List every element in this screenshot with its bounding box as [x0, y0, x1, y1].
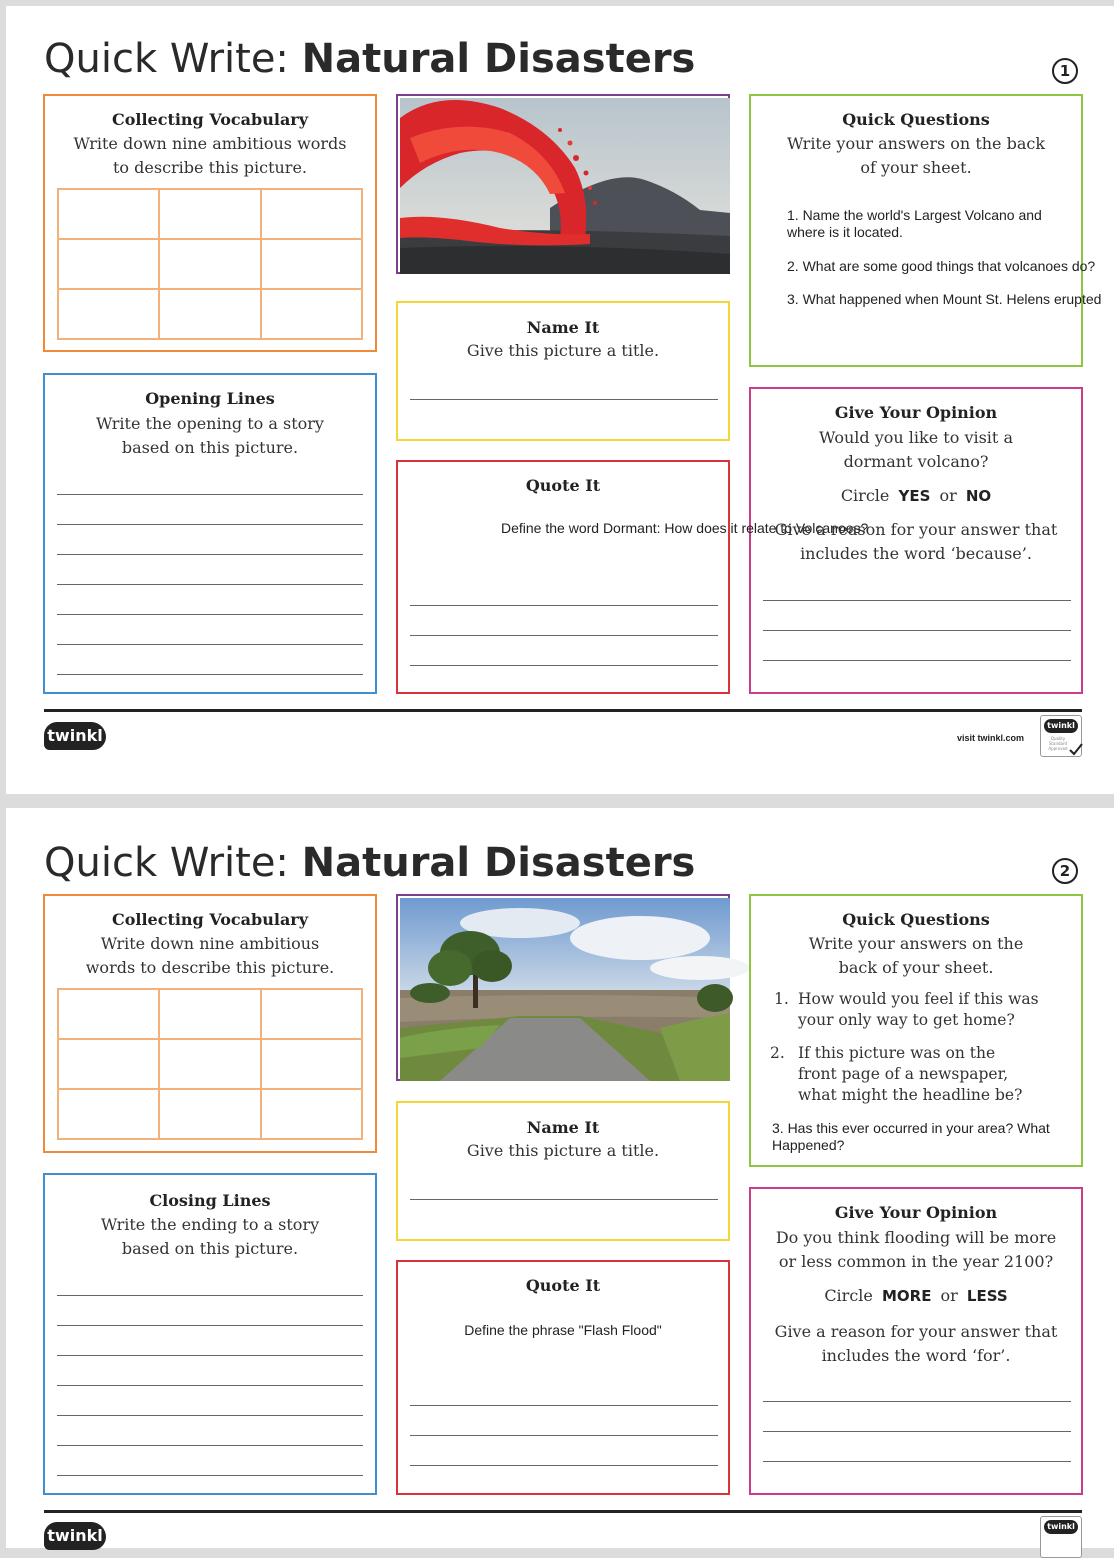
writing-line[interactable]	[410, 1405, 718, 1406]
title-topic: Natural Disasters	[301, 840, 696, 886]
writing-line[interactable]	[763, 1431, 1071, 1432]
vocab-cell[interactable]	[261, 1089, 362, 1139]
question-1-number: 1.	[774, 990, 789, 1008]
writing-line[interactable]	[410, 1435, 718, 1436]
worksheet-page-2	[6, 808, 1114, 1548]
name-it-heading: Name It	[526, 1118, 600, 1137]
title-topic: Natural Disasters	[301, 36, 696, 82]
quick-questions-instruction: Write your answers on the back of your sheet.	[808, 934, 1024, 977]
writing-line[interactable]	[57, 1385, 363, 1386]
vocabulary-heading: Collecting Vocabulary	[111, 910, 309, 929]
writing-line[interactable]	[57, 524, 363, 525]
writing-line[interactable]	[57, 1445, 363, 1446]
page-number-badge: 1	[1052, 58, 1078, 84]
vocab-cell[interactable]	[261, 989, 362, 1039]
vocabulary-instruction: Write down nine ambitious words to describe this picture.	[73, 134, 347, 177]
quality-badge	[1040, 1516, 1082, 1558]
quote-it-box	[396, 460, 730, 694]
opinion-heading: Give Your Opinion	[834, 403, 998, 422]
vocabulary-heading: Collecting Vocabulary	[111, 110, 309, 129]
writing-line[interactable]	[410, 1199, 718, 1200]
badge-logo: twinkl	[1044, 719, 1078, 733]
writing-line[interactable]	[57, 1325, 363, 1326]
circle-label: Circle	[824, 1286, 873, 1305]
writing-line[interactable]	[410, 399, 718, 400]
question-2	[770, 1043, 1060, 1113]
writing-line[interactable]	[57, 1415, 363, 1416]
writing-line[interactable]	[57, 614, 363, 615]
question-1-text: How would you feel if this was your only way to get home?	[798, 990, 1039, 1029]
checkmark-icon	[1069, 742, 1083, 756]
vocabulary-instruction: Write down nine ambitious words to describe this picture.	[85, 934, 335, 977]
writing-line[interactable]	[57, 584, 363, 585]
vocabulary-box	[43, 894, 377, 1153]
vocab-cell[interactable]	[159, 1089, 260, 1139]
vocabulary-grid	[57, 188, 363, 340]
worksheet-page-1	[6, 6, 1114, 794]
quick-questions-heading: Quick Questions	[842, 110, 990, 129]
badge-logo: twinkl	[1044, 1520, 1078, 1534]
writing-line[interactable]	[57, 554, 363, 555]
quote-it-heading: Quote It	[525, 476, 601, 495]
footer-divider	[44, 709, 1082, 712]
question-1: 1. Name the world's Largest Volcano and where is it located.	[787, 207, 1042, 240]
question-2: 2. What are some good things that volcanoes do?	[787, 258, 1096, 274]
writing-line[interactable]	[57, 494, 363, 495]
quick-questions-heading: Quick Questions	[842, 910, 990, 929]
option-more[interactable]: MORE	[881, 1287, 932, 1305]
vocab-cell[interactable]	[159, 289, 260, 339]
writing-line[interactable]	[763, 660, 1071, 661]
opening-lines-heading: Opening Lines	[145, 389, 275, 408]
title-prefix: Quick Write:	[44, 840, 289, 886]
quote-it-heading: Quote It	[525, 1276, 601, 1295]
question-3: 3. What happened when Mount St. Helens erupted	[787, 291, 1102, 307]
vocabulary-grid	[57, 988, 363, 1140]
opinion-question: Do you think flooding will be more or less common in the year 2100?	[775, 1228, 1057, 1271]
writing-line[interactable]	[410, 665, 718, 666]
footer-divider	[44, 1510, 1082, 1513]
question-2-number: 2.	[770, 1044, 785, 1062]
visit-link[interactable]: visit twinkl.com	[957, 733, 1025, 743]
opinion-question: Would you like to visit a dormant volcano?	[819, 428, 1013, 471]
option-less[interactable]: LESS	[966, 1287, 1008, 1305]
vocab-cell[interactable]	[58, 289, 159, 339]
writing-line[interactable]	[57, 674, 363, 675]
writing-line[interactable]	[410, 635, 718, 636]
writing-line[interactable]	[57, 644, 363, 645]
quote-it-box	[396, 1260, 730, 1495]
vocab-cell[interactable]	[58, 1039, 159, 1089]
twinkl-logo: twinkl	[44, 722, 106, 750]
vocab-cell[interactable]	[58, 239, 159, 289]
vocab-cell[interactable]	[261, 189, 362, 239]
volcano-photo	[400, 98, 730, 274]
twinkl-logo: twinkl	[44, 1522, 106, 1550]
vocab-cell[interactable]	[261, 239, 362, 289]
flood-photo	[400, 898, 730, 1081]
name-it-instruction: Give this picture a title.	[466, 1141, 660, 1160]
page-number-badge: 2	[1052, 858, 1078, 884]
badge-text: Quality Standard Approved	[1048, 736, 1068, 751]
vocab-cell[interactable]	[261, 1039, 362, 1089]
writing-line[interactable]	[57, 1355, 363, 1356]
name-it-box	[396, 301, 730, 441]
vocab-cell[interactable]	[58, 1089, 159, 1139]
name-it-heading: Name It	[526, 318, 600, 337]
quote-it-instruction: Define the word Dormant: How does it relate to Volcanoes?	[501, 520, 869, 536]
writing-line[interactable]	[410, 1465, 718, 1466]
question-2-text: If this picture was on the front page of a newspaper, what might the headline be?	[798, 1044, 1023, 1104]
circle-choice-row	[751, 486, 1081, 505]
quote-it-instruction: Define the phrase "Flash Flood"	[464, 1322, 662, 1338]
or-label: or	[940, 1286, 958, 1305]
volcano-photo-frame	[396, 94, 730, 274]
circle-choice-row	[751, 1286, 1081, 1305]
quality-badge	[1040, 715, 1082, 757]
title-prefix: Quick Write:	[44, 36, 289, 82]
writing-line[interactable]	[57, 1295, 363, 1296]
opening-lines-box	[43, 373, 377, 694]
vocab-cell[interactable]	[159, 189, 260, 239]
circle-label: Circle	[840, 486, 890, 505]
vocab-cell[interactable]	[58, 989, 159, 1039]
vocab-cell[interactable]	[159, 989, 260, 1039]
closing-lines-instruction: Write the ending to a story based on this picture.	[100, 1215, 320, 1258]
flood-photo-frame	[396, 894, 730, 1081]
writing-line[interactable]	[763, 630, 1071, 631]
name-it-box	[396, 1101, 730, 1241]
vocab-cell[interactable]	[261, 289, 362, 339]
writing-line[interactable]	[763, 1401, 1071, 1402]
opinion-heading: Give Your Opinion	[834, 1203, 998, 1222]
quick-questions-box	[749, 894, 1083, 1167]
option-no[interactable]: NO	[965, 487, 992, 505]
quick-questions-instruction: Write your answers on the back of your sheet.	[786, 134, 1046, 177]
vocab-cell[interactable]	[159, 1039, 260, 1089]
vocabulary-box	[43, 94, 377, 352]
writing-line[interactable]	[57, 1475, 363, 1476]
writing-line[interactable]	[763, 600, 1071, 601]
vocab-cell[interactable]	[159, 239, 260, 289]
opinion-box	[749, 1187, 1083, 1495]
name-it-instruction: Give this picture a title.	[466, 341, 660, 360]
question-1	[774, 989, 1064, 1049]
page-title	[44, 36, 695, 82]
opinion-reason-instruction: Give a reason for your answer that includes the word ‘because’.	[774, 520, 1058, 563]
writing-line[interactable]	[763, 1461, 1071, 1462]
page-title	[44, 840, 695, 886]
option-yes[interactable]: YES	[898, 487, 931, 505]
closing-lines-box	[43, 1173, 377, 1495]
vocab-cell[interactable]	[58, 189, 159, 239]
question-3: 3. Has this ever occurred in your area? What Happened?	[772, 1120, 1050, 1153]
writing-line[interactable]	[410, 605, 718, 606]
opinion-reason-instruction: Give a reason for your answer that includes the word ‘for’.	[774, 1322, 1058, 1365]
closing-lines-heading: Closing Lines	[149, 1191, 271, 1210]
or-label: or	[939, 486, 957, 505]
opening-lines-instruction: Write the opening to a story based on this picture.	[96, 414, 324, 457]
